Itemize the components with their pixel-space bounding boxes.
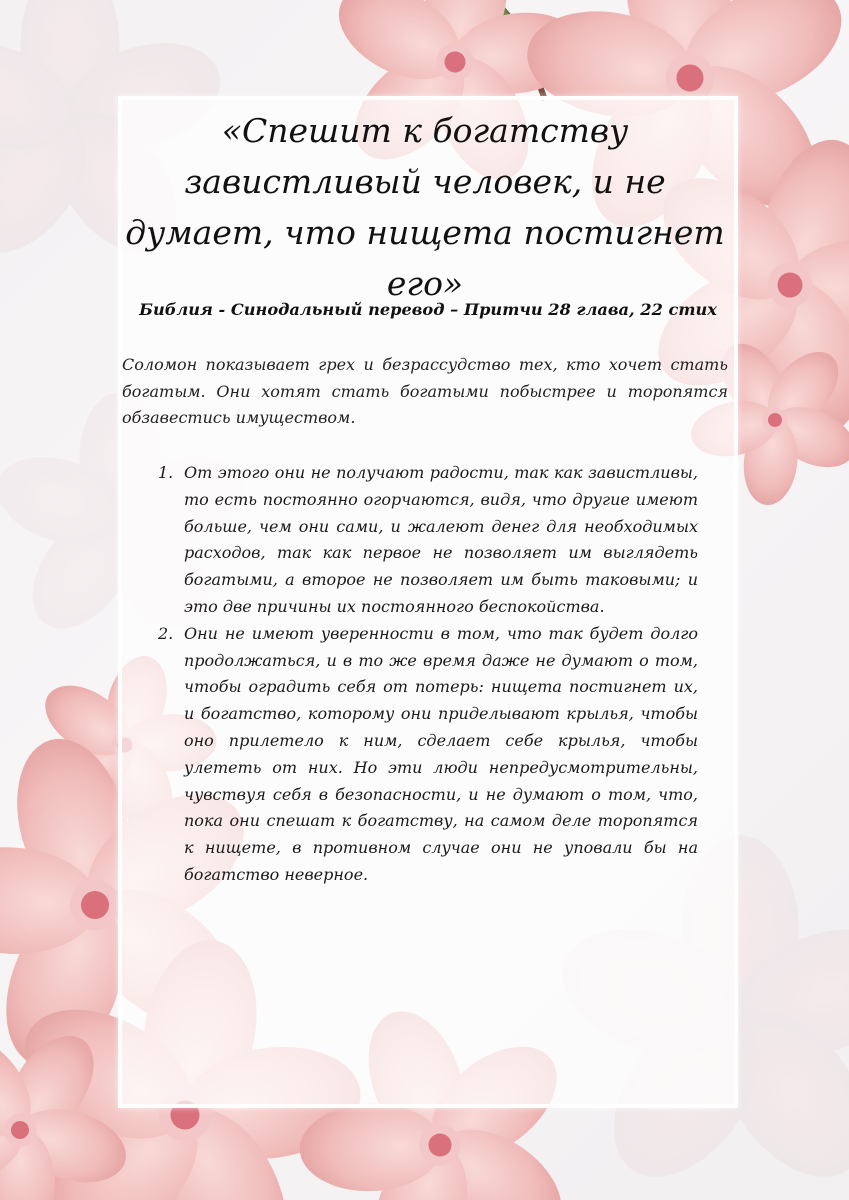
points-list (150, 460, 698, 889)
source-reference: Библия - Синодальный перевод – Притчи 28 глава, 22 стих (139, 300, 717, 319)
list-item-text: От этого они не получают радости, так как завистливы, то есть постоянно огорчаются, видя, что другие имеют больше, чем они сами, и жалеют денег для необходимых расходов, так как первое не позволяет им выглядеть богатыми, а второе не позволяет им быть таковыми; и это две причины их постоянного беспокойства. (184, 463, 698, 616)
intro-paragraph: Соломон показывает грех и безрассудство тех, кто хочет стать богатым. Они хотят стать богатыми побыстрее и торопятся обзавестись имуществом. (122, 355, 728, 427)
list-item (150, 460, 698, 621)
list-item-number: 2. (158, 623, 174, 643)
list-item-number: 1. (158, 463, 174, 482)
quote-title: «Спешит к богатству завистливый человек, и не думает, что нищета постигнет его» (125, 111, 725, 303)
list-item-text: Они не имеют уверенности в том, что так будет долго продолжаться, и в то же время даже не думают о том, чтобы оградить себя от потерь: нищета постигнет их, и богатство, которому они приделывают крылья, чтобы оно прилетело к ним, сделает себе крылья, чтобы улететь от них. Но эти люди непредусмотрительны, чувствуя себя в безопасности, и не думают о том, что, пока они спешат к богатству, на самом деле торопятся к нищете, в противном случае они не уповали бы на богатство неверное. (184, 623, 698, 884)
list-item (150, 621, 698, 889)
